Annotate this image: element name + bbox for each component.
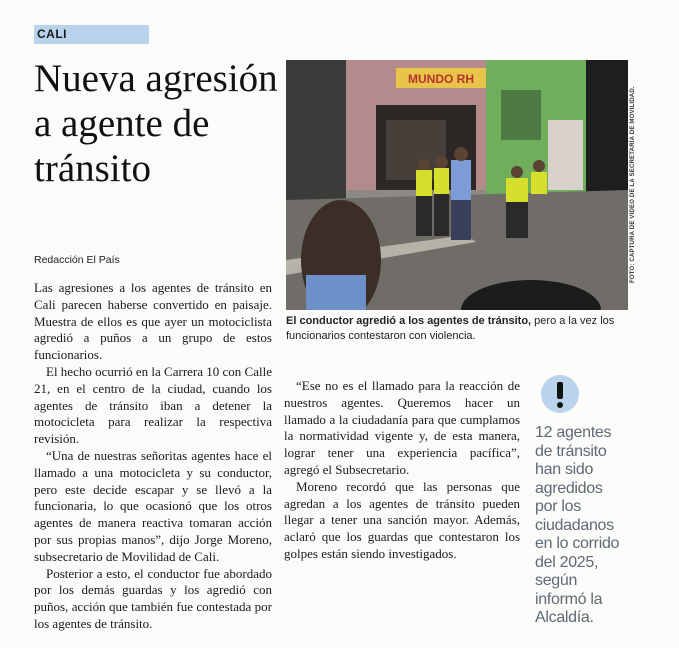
paragraph: Las agresiones a los agentes de tránsito en Cali parecen haberse convertido en paisaje. Muestra de ellos es que ayer un motociclista agredió a puños a un grupo de estos funcionarios. bbox=[34, 280, 272, 363]
paragraph: “Ese no es el llamado para la reacción de nuestros agentes. Queremos hacer un llamado a la ciudadanía para que cumplamos la normatividad vigente y, de esta manera, lograr tener una experiencia pacífica”, agregó el Subsecretario. bbox=[284, 378, 520, 477]
caption-rest: pero a la vez los funcionarios contestaron con violencia. bbox=[286, 315, 615, 342]
side-note: 12 agentes de tránsito han sido agredidos por los ciudadanos en lo corrido del 2025, según informó la Alcaldía. bbox=[535, 424, 620, 626]
caption-bold: El conductor agredió a los agentes de tránsito, bbox=[286, 315, 532, 327]
paragraph: El hecho ocurrió en la Carrera 10 con Calle 21, en el centro de la ciudad, cuando los agentes de tránsito iban a detener la motocicleta para realizar la respectiva revisión. bbox=[34, 363, 272, 447]
paragraph: “Una de nuestras señoritas agentes hace el llamado a una motocicleta y su conductor, pero este decide escapar y se llevó a la funcionaria, lo que ocasionó que los otros agentes de manera reactiva tomaran acción por sus propias manos”, dijo Jorge Moreno, subsecretario de Movilidad de Cali. bbox=[34, 447, 272, 564]
section-tag: CALI bbox=[34, 25, 149, 44]
shop-sign-text: MUNDO RH bbox=[408, 72, 474, 86]
body-column-2 bbox=[284, 378, 520, 563]
paragraph: Moreno recordó que las personas que agredan a los agentes de tránsito pueden llegar a tener una sanción mayor. Además, aclaró que los guardas que contestaron los golpes están siendo investigados. bbox=[284, 478, 520, 561]
headline: Nueva agresión a agente de tránsito bbox=[34, 57, 278, 190]
photo-caption bbox=[286, 314, 631, 344]
body-column-1 bbox=[34, 280, 272, 633]
exclamation-icon bbox=[541, 375, 579, 413]
byline: Redacción El País bbox=[34, 254, 120, 266]
paragraph-continued: Posterior a esto, el conductor fue abordado por los demás guardas y los agredió con puños, acción que también fue contestada por los agentes de tránsito. bbox=[34, 565, 272, 631]
news-photo bbox=[286, 60, 628, 310]
street-scene-illustration bbox=[286, 60, 628, 310]
photo-credit: FOTO: CAPTURA DE VIDEO DE LA SECRETARÍA DE MOVILIDAD. bbox=[630, 86, 636, 284]
